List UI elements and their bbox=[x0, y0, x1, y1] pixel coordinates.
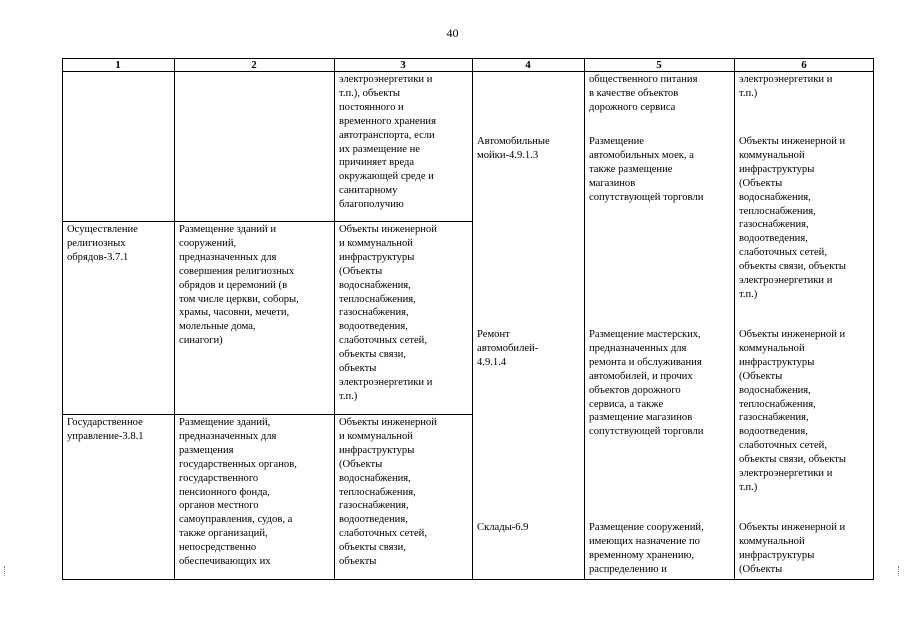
row-divider bbox=[62, 414, 472, 415]
cell-description-government: Размещение зданий, предназначенных для размещения государственных органов, государственного пенсионного фонда, органов местного самоуправления, судов, а также организаций, непосредственно обеспечивающих их bbox=[179, 417, 297, 568]
cell-use-carwash: Автомобильные мойки-4.9.1.3 bbox=[477, 136, 550, 161]
scan-mark-left bbox=[4, 566, 7, 576]
cell-auxiliary-carwash: Объекты инженерной и коммунальной инфраструктуры (Объекты водоснабжения, теплоснабжения, газоснабжения, водоотведения, слаботочных сетей, объекты связи, объекты электроэнергетики и т.п.) bbox=[739, 136, 846, 300]
column-divider bbox=[734, 58, 735, 580]
cell-use-warehouse: Склады-6.9 bbox=[477, 522, 529, 533]
cell-use-government: Государственное управление-3.8.1 bbox=[67, 417, 144, 442]
header-col-5: 5 bbox=[656, 59, 662, 71]
column-divider bbox=[472, 58, 473, 580]
cell-auxiliary-government: Объекты инженерной и коммунальной инфраструктуры (Объекты водоснабжения, теплоснабжения, газоснабжения, водоотведения, слаботочных сетей, объекты связи, объекты bbox=[339, 417, 437, 568]
column-divider bbox=[174, 58, 175, 580]
cell-auxiliary-continued: электроэнергетики и т.п.), объекты постоянного и временного хранения автотранспорта, если их размещение не причиняет вреда окружающей среде и санитарному благополучию bbox=[339, 74, 436, 211]
header-col-2: 2 bbox=[251, 59, 257, 71]
header-col-6: 6 bbox=[801, 59, 807, 71]
cell-description-car-repair: Размещение мастерских, предназначенных для ремонта и обслуживания автомобилей, и прочих объектов дорожного сервиса, а также размещение магазинов сопутствующей торговли bbox=[589, 329, 704, 438]
cell-use-car-repair: Ремонт автомобилей- 4.9.1.4 bbox=[477, 329, 539, 368]
cell-description-continued: общественного питания в качестве объектов дорожного сервиса bbox=[589, 74, 698, 113]
scan-mark-right bbox=[898, 566, 901, 576]
header-col-1: 1 bbox=[115, 59, 121, 71]
cell-description-warehouse: Размещение сооружений, имеющих назначение по временному хранению, распределению и bbox=[589, 522, 704, 575]
cell-description-carwash: Размещение автомобильных моек, а также размещение магазинов сопутствующей торговли bbox=[589, 136, 704, 203]
cell-auxiliary-warehouse: Объекты инженерной и коммунальной инфраструктуры (Объекты bbox=[739, 522, 846, 575]
cell-auxiliary-religious: Объекты инженерной и коммунальной инфраструктуры (Объекты водоснабжения, теплоснабжения, газоснабжения, водоотведения, слаботочных сетей, объекты связи, объекты электроэнергетики и т.п.) bbox=[339, 224, 437, 402]
cell-use-religious: Осуществление религиозных обрядов-3.7.1 bbox=[67, 224, 138, 263]
page-number: 40 bbox=[446, 26, 459, 40]
column-divider bbox=[334, 58, 335, 580]
column-divider bbox=[584, 58, 585, 580]
cell-auxiliary-car-repair: Объекты инженерной и коммунальной инфраструктуры (Объекты водоснабжения, теплоснабжения, газоснабжения, водоотведения, слаботочных сетей, объекты связи, объекты электроэнергетики и т.п.) bbox=[739, 329, 846, 493]
cell-description-religious: Размещение зданий и сооружений, предназначенных для совершения религиозных обрядов и церемоний (в том числе церкви, соборы, храмы, часовни, мечети, молельные дома, синагоги) bbox=[179, 224, 299, 347]
row-divider bbox=[62, 221, 472, 222]
cell-auxiliary-top-continued: электроэнергетики и т.п.) bbox=[739, 74, 833, 99]
header-col-3: 3 bbox=[400, 59, 406, 71]
table-header-row bbox=[62, 58, 874, 72]
header-col-4: 4 bbox=[525, 59, 531, 71]
